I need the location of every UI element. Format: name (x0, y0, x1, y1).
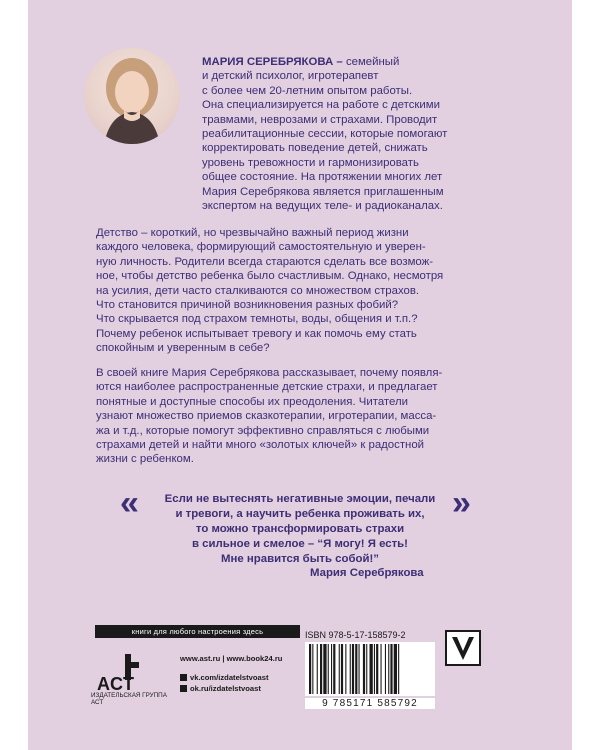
barcode-bar (359, 644, 360, 694)
bio-line: корректировать поведение детей, снижать (202, 142, 428, 155)
bio-line: Она специализируется на работе с детскими (202, 99, 440, 112)
bio-line: Мария Серебрякова является приглашенным (202, 185, 444, 198)
barcode-bar (388, 644, 389, 694)
barcode-bar (381, 644, 382, 694)
quote-line: и тревоги, а научить ребенка проживать их, (175, 508, 425, 520)
pull-quote (150, 492, 450, 567)
text-line: Почему ребенок испытывает тревогу и как помочь ему стать (96, 327, 417, 340)
quote-open-mark: « (120, 484, 139, 522)
barcode-bar (352, 644, 354, 694)
bio-line: семейный (345, 56, 400, 68)
text-line: понятные и доступные способы их преодоления. Читатели (96, 395, 408, 408)
text-line: спокойным и уверенным в себе? (96, 342, 270, 355)
author-name: МАРИЯ СЕРЕБРЯКОВА – (202, 56, 343, 68)
barcode-bar (339, 644, 340, 694)
barcode-bar (398, 644, 399, 694)
author-photo (84, 48, 180, 144)
barcode (305, 642, 435, 696)
barcode-bar (355, 644, 357, 694)
description-paragraph-2 (96, 366, 476, 467)
barcode-bar (320, 644, 322, 694)
text-line: на усилия, дети часто сталкиваются со множеством страхов. (96, 284, 420, 297)
barcode-bar (323, 644, 326, 694)
bio-line: уровень тревожности и гармонизировать (202, 156, 419, 169)
barcode-bar (317, 644, 318, 694)
barcode-bar (385, 644, 386, 694)
text-line: ную личность. Родители всегда стараются сделать все возмож- (96, 255, 434, 268)
quote-line: в сильное и смелое – “Я могу! Я есть! (192, 538, 408, 550)
text-line: жизни с ребенком. (96, 453, 194, 466)
bio-line: общее состояние. На протяжении многих лет (202, 171, 443, 184)
publisher-slogan: книги для любого настроения здесь (95, 625, 300, 638)
quote-line: Если не вытеснять негативные эмоции, печали (164, 493, 436, 505)
ok-link[interactable] (180, 684, 261, 693)
bio-line: экспертом на ведущих теле- и радиоканалах. (202, 200, 443, 213)
bio-line: реабилитационные сессии, которые помогают (202, 128, 448, 141)
text-line: каждого человека, формирующий самостоятельную и уверен- (96, 241, 426, 254)
barcode-bar (376, 644, 378, 694)
barcode-bar (341, 644, 343, 694)
quote-author: Мария Серебрякова (310, 567, 424, 579)
vk-icon (180, 674, 187, 681)
barcode-bar (394, 644, 397, 694)
barcode-bar (333, 644, 335, 694)
quote-line: Мне нравится быть собой!” (221, 553, 379, 565)
barcode-bar (366, 644, 367, 694)
barcode-bar (350, 644, 351, 694)
text-line: страхами детей и найти много «золотых ключей» к радостной (96, 439, 425, 452)
bio-line: травмами, неврозами и страхами. Проводит (202, 113, 438, 126)
text-line: ются наиболее распространенные детские страхи, и предлагает (96, 381, 438, 394)
ast-logo-text: ACT (97, 674, 134, 694)
barcode-bar (331, 644, 332, 694)
ok-link-text: ok.ru/izdatelstvoast (190, 684, 261, 693)
quote-line: то можно трансформировать страхи (195, 523, 405, 535)
vk-link-text: vk.com/izdatelstvoast (190, 673, 269, 682)
text-line: Что скрывается под страхом темноты, воды, общения и т.п.? (96, 313, 418, 326)
text-line: В своей книге Мария Серебрякова рассказывает, почему появля- (96, 367, 443, 379)
barcode-bar (345, 644, 346, 694)
text-line: жа и т.д., которые помогут эффективно справляться с любыми (96, 424, 430, 437)
barcode-bar (370, 644, 373, 694)
publisher-label: ИЗДАТЕЛЬСКАЯ ГРУППА АСТ (91, 692, 167, 706)
description-paragraph-1 (96, 226, 476, 356)
barcode-bar (309, 644, 311, 694)
quote-close-mark: » (452, 484, 471, 522)
barcode-bar (328, 644, 329, 694)
ast-logo (95, 650, 155, 696)
author-bio (202, 55, 502, 213)
barcode-digits: 9 785171 585792 (305, 698, 435, 709)
bio-line: с более чем 20-летним опытом работы. (202, 84, 413, 97)
text-line: Детство – короткий, но чрезвычайно важный период жизни (96, 227, 409, 239)
barcode-bar (390, 644, 392, 694)
text-line: Что становится причиной возникновения разных фобий? (96, 299, 399, 312)
text-line: узнают множество приемов сказкотерапии, игротерапии, масса- (96, 410, 437, 423)
barcode-bar (363, 644, 365, 694)
text-line: ное, чтобы детство ребенка было счастливым. Однако, несмотря (96, 270, 444, 283)
bio-line: и детский психолог, игротерапевт (202, 70, 379, 83)
ok-icon (180, 685, 187, 692)
barcode-bar (312, 644, 313, 694)
v-logo (445, 630, 481, 666)
vk-link[interactable] (180, 673, 269, 682)
isbn: ISBN 978-5-17-158579-2 (305, 630, 406, 640)
publisher-websites[interactable]: www.ast.ru | www.book24.ru (180, 654, 283, 663)
barcode-bar (374, 644, 375, 694)
